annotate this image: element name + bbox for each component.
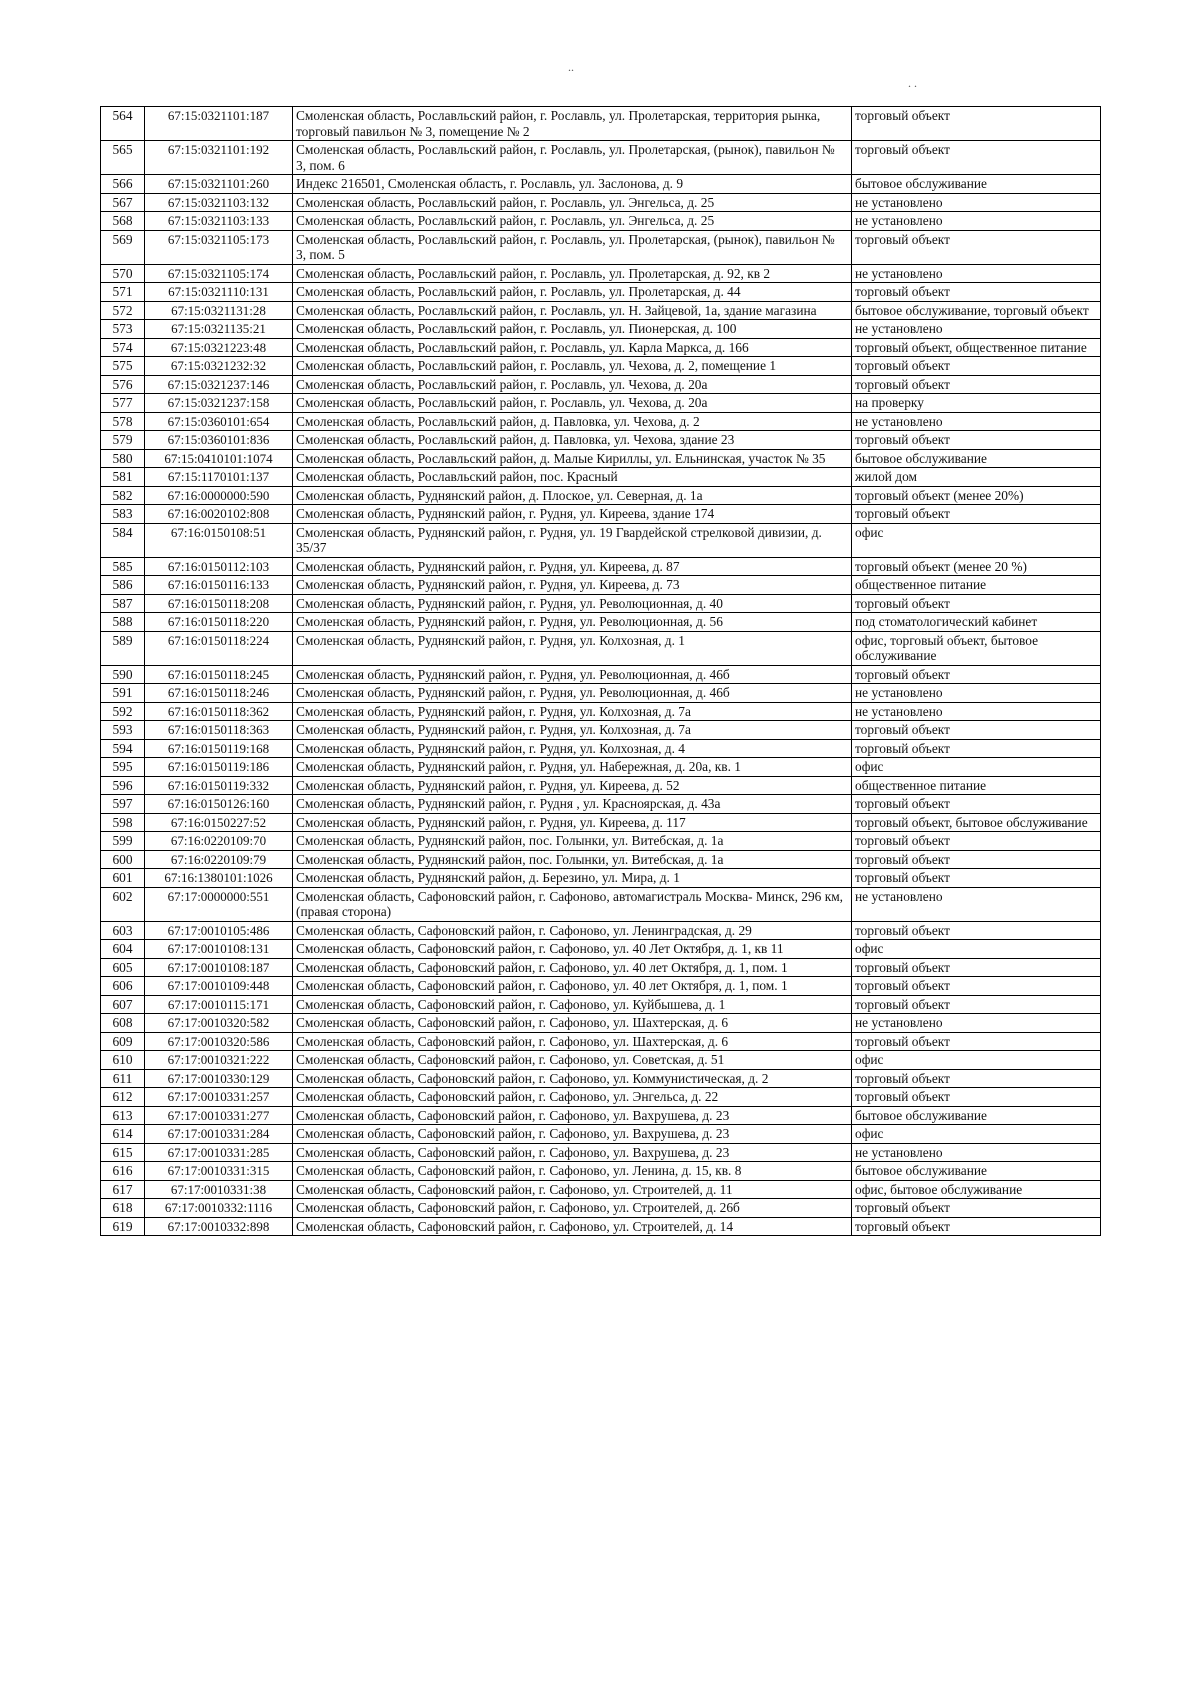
- row-number: 603: [101, 921, 145, 940]
- object-address: Смоленская область, Сафоновский район, г. Сафоново, ул. Строителей, д. 14: [293, 1217, 852, 1236]
- table-row: [101, 869, 1101, 888]
- object-use: общественное питание: [852, 776, 1101, 795]
- object-use: торговый объект: [852, 665, 1101, 684]
- cadastral-number: 67:16:0150119:332: [145, 776, 293, 795]
- object-address: Смоленская область, Сафоновский район, г. Сафоново, ул. Шахтерская, д. 6: [293, 1014, 852, 1033]
- object-address: Смоленская область, Сафоновский район, г. Сафоново, ул. Ленинградская, д. 29: [293, 921, 852, 940]
- registry-body: [101, 107, 1101, 1236]
- cadastral-number: 67:16:0150227:52: [145, 813, 293, 832]
- cadastral-number: 67:17:0010332:1116: [145, 1199, 293, 1218]
- object-use: бытовое обслуживание: [852, 1162, 1101, 1181]
- row-number: 588: [101, 613, 145, 632]
- cadastral-number: 67:16:0150118:245: [145, 665, 293, 684]
- table-row: [101, 394, 1101, 413]
- cadastral-number: 67:16:0220109:79: [145, 850, 293, 869]
- cadastral-number: 67:15:0321237:146: [145, 375, 293, 394]
- table-row: [101, 230, 1101, 264]
- row-number: 607: [101, 995, 145, 1014]
- object-use: офис, торговый объект, бытовое обслуживание: [852, 631, 1101, 665]
- object-use: торговый объект: [852, 832, 1101, 851]
- object-use: офис, бытовое обслуживание: [852, 1180, 1101, 1199]
- table-row: [101, 721, 1101, 740]
- object-use: офис: [852, 758, 1101, 777]
- object-address: Смоленская область, Рославльский район, г. Рославль, ул. Пролетарская, территория рынка, торговый павильон № 3, помещение № 2: [293, 107, 852, 141]
- cadastral-number: 67:15:0321223:48: [145, 338, 293, 357]
- row-number: 579: [101, 431, 145, 450]
- object-address: Смоленская область, Рославльский район, д. Малые Кириллы, ул. Ельнинская, участок № 35: [293, 449, 852, 468]
- cadastral-number: 67:15:0321110:131: [145, 283, 293, 302]
- object-use: торговый объект (менее 20%): [852, 486, 1101, 505]
- table-row: [101, 375, 1101, 394]
- object-use: не установлено: [852, 264, 1101, 283]
- table-row: [101, 576, 1101, 595]
- table-row: [101, 468, 1101, 487]
- object-use: торговый объект: [852, 850, 1101, 869]
- cadastral-number: 67:15:0321101:192: [145, 141, 293, 175]
- table-row: [101, 505, 1101, 524]
- cadastral-number: 67:17:0010331:284: [145, 1125, 293, 1144]
- object-use: торговый объект: [852, 594, 1101, 613]
- cadastral-number: 67:16:0150108:51: [145, 523, 293, 557]
- table-row: [101, 1051, 1101, 1070]
- table-row: [101, 958, 1101, 977]
- cadastral-number: 67:17:0010109:448: [145, 977, 293, 996]
- object-address: Смоленская область, Рославльский район, г. Рославль, ул. Н. Зайцевой, 1а, здание магазина: [293, 301, 852, 320]
- cadastral-number: 67:16:0020102:808: [145, 505, 293, 524]
- object-use: офис: [852, 940, 1101, 959]
- cadastral-number: 67:15:0360101:836: [145, 431, 293, 450]
- cadastral-number: 67:17:0010332:898: [145, 1217, 293, 1236]
- object-address: Смоленская область, Сафоновский район, г. Сафоново, ул. Вахрушева, д. 23: [293, 1143, 852, 1162]
- object-address: Смоленская область, Рославльский район, г. Рославль, ул. Пролетарская, д. 92, кв 2: [293, 264, 852, 283]
- object-address: Смоленская область, Сафоновский район, г. Сафоново, ул. 40 лет Октября, д. 1, пом. 1: [293, 958, 852, 977]
- table-row: [101, 264, 1101, 283]
- table-row: [101, 523, 1101, 557]
- object-use: торговый объект: [852, 739, 1101, 758]
- object-address: Смоленская область, Руднянский район, г. Рудня, ул. Революционная, д. 56: [293, 613, 852, 632]
- row-number: 599: [101, 832, 145, 851]
- table-row: [101, 795, 1101, 814]
- table-row: [101, 832, 1101, 851]
- row-number: 619: [101, 1217, 145, 1236]
- table-row: [101, 684, 1101, 703]
- object-use: не установлено: [852, 320, 1101, 339]
- table-row: [101, 758, 1101, 777]
- row-number: 570: [101, 264, 145, 283]
- object-address: Смоленская область, Сафоновский район, г. Сафоново, ул. 40 Лет Октября, д. 1, кв 11: [293, 940, 852, 959]
- cadastral-number: 67:17:0010331:315: [145, 1162, 293, 1181]
- row-number: 572: [101, 301, 145, 320]
- row-number: 586: [101, 576, 145, 595]
- object-use: торговый объект: [852, 869, 1101, 888]
- object-address: Смоленская область, Сафоновский район, г. Сафоново, ул. Коммунистическая, д. 2: [293, 1069, 852, 1088]
- cadastral-number: 67:17:0010320:582: [145, 1014, 293, 1033]
- table-row: [101, 1180, 1101, 1199]
- row-number: 577: [101, 394, 145, 413]
- table-row: [101, 776, 1101, 795]
- object-use: торговый объект: [852, 1088, 1101, 1107]
- object-address: Смоленская область, Рославльский район, пос. Красный: [293, 468, 852, 487]
- object-use: торговый объект: [852, 977, 1101, 996]
- row-number: 587: [101, 594, 145, 613]
- object-address: Смоленская область, Сафоновский район, г. Сафоново, автомагистраль Москва- Минск, 296 км, (правая сторона): [293, 887, 852, 921]
- cadastral-number: 67:16:0150118:246: [145, 684, 293, 703]
- object-use: не установлено: [852, 1014, 1101, 1033]
- object-address: Смоленская область, Руднянский район, г. Рудня, ул. Колхозная, д. 1: [293, 631, 852, 665]
- object-use: торговый объект: [852, 230, 1101, 264]
- row-number: 597: [101, 795, 145, 814]
- row-number: 615: [101, 1143, 145, 1162]
- cadastral-number: 67:17:0010330:129: [145, 1069, 293, 1088]
- object-use: торговый объект: [852, 958, 1101, 977]
- object-address: Смоленская область, Сафоновский район, г. Сафоново, ул. Куйбышева, д. 1: [293, 995, 852, 1014]
- object-address: Смоленская область, Рославльский район, г. Рославль, ул. Карла Маркса, д. 166: [293, 338, 852, 357]
- object-address: Смоленская область, Руднянский район, г. Рудня, ул. Киреева, д. 87: [293, 557, 852, 576]
- table-row: [101, 850, 1101, 869]
- object-address: Смоленская область, Рославльский район, г. Рославль, ул. Энгельса, д. 25: [293, 212, 852, 231]
- cadastral-number: 67:15:0321103:132: [145, 193, 293, 212]
- cadastral-number: 67:16:0150118:208: [145, 594, 293, 613]
- row-number: 584: [101, 523, 145, 557]
- object-use: торговый объект: [852, 1199, 1101, 1218]
- row-number: 618: [101, 1199, 145, 1218]
- row-number: 605: [101, 958, 145, 977]
- cadastral-number: 67:16:0150118:224: [145, 631, 293, 665]
- row-number: 585: [101, 557, 145, 576]
- object-use: офис: [852, 1051, 1101, 1070]
- object-address: Смоленская область, Сафоновский район, г. Сафоново, ул. Шахтерская, д. 6: [293, 1032, 852, 1051]
- object-use: не установлено: [852, 1143, 1101, 1162]
- object-use: торговый объект: [852, 141, 1101, 175]
- object-address: Смоленская область, Руднянский район, г. Рудня, ул. Революционная, д. 46б: [293, 665, 852, 684]
- cadastral-number: 67:17:0010108:131: [145, 940, 293, 959]
- object-address: Смоленская область, Рославльский район, г. Рославль, ул. Пионерская, д. 100: [293, 320, 852, 339]
- row-number: 568: [101, 212, 145, 231]
- row-number: 578: [101, 412, 145, 431]
- cadastral-number: 67:15:0321237:158: [145, 394, 293, 413]
- object-use: офис: [852, 1125, 1101, 1144]
- object-use: торговый объект: [852, 357, 1101, 376]
- object-address: Смоленская область, Рославльский район, г. Рославль, ул. Чехова, д. 20а: [293, 375, 852, 394]
- cadastral-number: 67:15:0321232:32: [145, 357, 293, 376]
- table-row: [101, 107, 1101, 141]
- object-use: торговый объект, бытовое обслуживание: [852, 813, 1101, 832]
- table-row: [101, 1162, 1101, 1181]
- table-row: [101, 431, 1101, 450]
- table-row: [101, 613, 1101, 632]
- object-address: Смоленская область, Руднянский район, г. Рудня, ул. Киреева, д. 73: [293, 576, 852, 595]
- row-number: 614: [101, 1125, 145, 1144]
- object-use: торговый объект: [852, 107, 1101, 141]
- object-address: Смоленская область, Руднянский район, г. Рудня, ул. Колхозная, д. 7а: [293, 721, 852, 740]
- row-number: 616: [101, 1162, 145, 1181]
- table-row: [101, 212, 1101, 231]
- object-address: Смоленская область, Руднянский район, г. Рудня , ул. Красноярская, д. 43а: [293, 795, 852, 814]
- row-number: 594: [101, 739, 145, 758]
- object-use: на проверку: [852, 394, 1101, 413]
- row-number: 592: [101, 702, 145, 721]
- cadastral-number: 67:16:0150116:133: [145, 576, 293, 595]
- object-use: бытовое обслуживание: [852, 1106, 1101, 1125]
- cadastral-number: 67:15:0321101:260: [145, 175, 293, 194]
- object-address: Смоленская область, Рославльский район, г. Рославль, ул. Пролетарская, д. 44: [293, 283, 852, 302]
- table-row: [101, 995, 1101, 1014]
- object-use: не установлено: [852, 702, 1101, 721]
- object-address: Смоленская область, Сафоновский район, г. Сафоново, ул. Вахрушева, д. 23: [293, 1125, 852, 1144]
- object-use: торговый объект: [852, 505, 1101, 524]
- object-address: Смоленская область, Руднянский район, г. Рудня, ул. 19 Гвардейской стрелковой дивизии, д. 35/37: [293, 523, 852, 557]
- cadastral-number: 67:17:0010320:586: [145, 1032, 293, 1051]
- cadastral-number: 67:16:0000000:590: [145, 486, 293, 505]
- row-number: 576: [101, 375, 145, 394]
- table-row: [101, 338, 1101, 357]
- object-use: торговый объект: [852, 721, 1101, 740]
- object-address: Смоленская область, Руднянский район, г. Рудня, ул. Колхозная, д. 4: [293, 739, 852, 758]
- table-row: [101, 1143, 1101, 1162]
- cadastral-number: 67:17:0010331:277: [145, 1106, 293, 1125]
- cadastral-number: 67:15:0321103:133: [145, 212, 293, 231]
- scan-mark-top: ..: [568, 60, 574, 74]
- row-number: 574: [101, 338, 145, 357]
- row-number: 606: [101, 977, 145, 996]
- table-row: [101, 486, 1101, 505]
- table-row: [101, 357, 1101, 376]
- row-number: 581: [101, 468, 145, 487]
- row-number: 617: [101, 1180, 145, 1199]
- cadastral-number: 67:17:0010115:171: [145, 995, 293, 1014]
- row-number: 569: [101, 230, 145, 264]
- row-number: 590: [101, 665, 145, 684]
- registry-table: [100, 106, 1101, 1236]
- cadastral-number: 67:16:0150118:220: [145, 613, 293, 632]
- row-number: 610: [101, 1051, 145, 1070]
- row-number: 602: [101, 887, 145, 921]
- object-address: Смоленская область, Сафоновский район, г. Сафоново, ул. Ленина, д. 15, кв. 8: [293, 1162, 852, 1181]
- object-address: Смоленская область, Руднянский район, д. Березино, ул. Мира, д. 1: [293, 869, 852, 888]
- object-address: Смоленская область, Руднянский район, г. Рудня, ул. Киреева, здание 174: [293, 505, 852, 524]
- cadastral-number: 67:15:0410101:1074: [145, 449, 293, 468]
- cadastral-number: 67:17:0000000:551: [145, 887, 293, 921]
- row-number: 613: [101, 1106, 145, 1125]
- table-row: [101, 739, 1101, 758]
- table-row: [101, 175, 1101, 194]
- cadastral-number: 67:17:0010331:38: [145, 1180, 293, 1199]
- object-address: Смоленская область, Руднянский район, г. Рудня, ул. Революционная, д. 40: [293, 594, 852, 613]
- table-row: [101, 1217, 1101, 1236]
- cadastral-number: 67:15:0321135:21: [145, 320, 293, 339]
- row-number: 580: [101, 449, 145, 468]
- row-number: 567: [101, 193, 145, 212]
- cadastral-number: 67:15:1170101:137: [145, 468, 293, 487]
- object-address: Смоленская область, Рославльский район, г. Рославль, ул. Энгельса, д. 25: [293, 193, 852, 212]
- cadastral-number: 67:17:0010108:187: [145, 958, 293, 977]
- row-number: 575: [101, 357, 145, 376]
- object-address: Смоленская область, Руднянский район, г. Рудня, ул. Набережная, д. 20а, кв. 1: [293, 758, 852, 777]
- table-row: [101, 1032, 1101, 1051]
- table-row: [101, 320, 1101, 339]
- object-use: под стоматологический кабинет: [852, 613, 1101, 632]
- object-address: Смоленская область, Сафоновский район, г. Сафоново, ул. Вахрушева, д. 23: [293, 1106, 852, 1125]
- row-number: 598: [101, 813, 145, 832]
- object-address: Смоленская область, Сафоновский район, г. Сафоново, ул. 40 лет Октября, д. 1, пом. 1: [293, 977, 852, 996]
- object-address: Смоленская область, Сафоновский район, г. Сафоново, ул. Энгельса, д. 22: [293, 1088, 852, 1107]
- object-use: бытовое обслуживание: [852, 175, 1101, 194]
- object-use: торговый объект: [852, 1069, 1101, 1088]
- cadastral-number: 67:15:0321105:173: [145, 230, 293, 264]
- cadastral-number: 67:17:0010331:285: [145, 1143, 293, 1162]
- row-number: 589: [101, 631, 145, 665]
- object-address: Смоленская область, Рославльский район, г. Рославль, ул. Чехова, д. 2, помещение 1: [293, 357, 852, 376]
- table-row: [101, 301, 1101, 320]
- cadastral-number: 67:15:0321101:187: [145, 107, 293, 141]
- object-use: торговый объект: [852, 995, 1101, 1014]
- object-use: торговый объект (менее 20 %): [852, 557, 1101, 576]
- row-number: 566: [101, 175, 145, 194]
- table-row: [101, 665, 1101, 684]
- table-row: [101, 813, 1101, 832]
- object-address: Смоленская область, Сафоновский район, г. Сафоново, ул. Строителей, д. 26б: [293, 1199, 852, 1218]
- object-use: бытовое обслуживание: [852, 449, 1101, 468]
- object-address: Смоленская область, Рославльский район, д. Павловка, ул. Чехова, здание 23: [293, 431, 852, 450]
- cadastral-number: 67:15:0321131:28: [145, 301, 293, 320]
- cadastral-number: 67:16:0150119:186: [145, 758, 293, 777]
- table-row: [101, 977, 1101, 996]
- row-number: 596: [101, 776, 145, 795]
- cadastral-number: 67:16:0150118:363: [145, 721, 293, 740]
- row-number: 612: [101, 1088, 145, 1107]
- object-use: торговый объект: [852, 283, 1101, 302]
- table-row: [101, 702, 1101, 721]
- object-address: Смоленская область, Руднянский район, г. Рудня, ул. Киреева, д. 52: [293, 776, 852, 795]
- row-number: 573: [101, 320, 145, 339]
- table-row: [101, 1106, 1101, 1125]
- table-row: [101, 631, 1101, 665]
- row-number: 571: [101, 283, 145, 302]
- table-row: [101, 557, 1101, 576]
- row-number: 604: [101, 940, 145, 959]
- cadastral-number: 67:17:0010331:257: [145, 1088, 293, 1107]
- object-address: Смоленская область, Руднянский район, пос. Голынки, ул. Витебская, д. 1а: [293, 850, 852, 869]
- object-use: жилой дом: [852, 468, 1101, 487]
- table-row: [101, 921, 1101, 940]
- object-address: Смоленская область, Рославльский район, г. Рославль, ул. Пролетарская, (рынок), павильон № 3, пом. 5: [293, 230, 852, 264]
- object-address: Смоленская область, Руднянский район, пос. Голынки, ул. Витебская, д. 1а: [293, 832, 852, 851]
- object-use: не установлено: [852, 212, 1101, 231]
- cadastral-number: 67:17:0010321:222: [145, 1051, 293, 1070]
- table-row: [101, 283, 1101, 302]
- object-use: торговый объект: [852, 921, 1101, 940]
- object-use: общественное питание: [852, 576, 1101, 595]
- cadastral-number: 67:16:0150118:362: [145, 702, 293, 721]
- object-address: Смоленская область, Руднянский район, г. Рудня, ул. Киреева, д. 117: [293, 813, 852, 832]
- object-use: не установлено: [852, 193, 1101, 212]
- object-address: Смоленская область, Рославльский район, г. Рославль, ул. Чехова, д. 20а: [293, 394, 852, 413]
- cadastral-number: 67:16:0150126:160: [145, 795, 293, 814]
- object-address: Смоленская область, Рославльский район, г. Рославль, ул. Пролетарская, (рынок), павильон № 3, пом. 6: [293, 141, 852, 175]
- table-row: [101, 193, 1101, 212]
- object-address: Смоленская область, Руднянский район, г. Рудня, ул. Революционная, д. 46б: [293, 684, 852, 703]
- object-use: бытовое обслуживание, торговый объект: [852, 301, 1101, 320]
- object-address: Смоленская область, Руднянский район, д. Плоское, ул. Северная, д. 1а: [293, 486, 852, 505]
- row-number: 565: [101, 141, 145, 175]
- table-row: [101, 940, 1101, 959]
- row-number: 593: [101, 721, 145, 740]
- row-number: 608: [101, 1014, 145, 1033]
- row-number: 600: [101, 850, 145, 869]
- cadastral-number: 67:17:0010105:486: [145, 921, 293, 940]
- table-row: [101, 594, 1101, 613]
- object-address: Смоленская область, Сафоновский район, г. Сафоново, ул. Строителей, д. 11: [293, 1180, 852, 1199]
- row-number: 583: [101, 505, 145, 524]
- object-address: Смоленская область, Сафоновский район, г. Сафоново, ул. Советская, д. 51: [293, 1051, 852, 1070]
- object-use: не установлено: [852, 887, 1101, 921]
- object-use: офис: [852, 523, 1101, 557]
- table-row: [101, 1014, 1101, 1033]
- row-number: 595: [101, 758, 145, 777]
- table-row: [101, 412, 1101, 431]
- row-number: 609: [101, 1032, 145, 1051]
- table-row: [101, 449, 1101, 468]
- object-address: Смоленская область, Рославльский район, д. Павловка, ул. Чехова, д. 2: [293, 412, 852, 431]
- cadastral-number: 67:15:0360101:654: [145, 412, 293, 431]
- table-row: [101, 1069, 1101, 1088]
- table-row: [101, 1125, 1101, 1144]
- object-address: Индекс 216501, Смоленская область, г. Рославль, ул. Заслонова, д. 9: [293, 175, 852, 194]
- table-row: [101, 1199, 1101, 1218]
- scan-mark-right: . .: [908, 76, 917, 90]
- row-number: 611: [101, 1069, 145, 1088]
- object-use: торговый объект, общественное питание: [852, 338, 1101, 357]
- table-row: [101, 141, 1101, 175]
- object-address: Смоленская область, Руднянский район, г. Рудня, ул. Колхозная, д. 7а: [293, 702, 852, 721]
- row-number: 591: [101, 684, 145, 703]
- row-number: 601: [101, 869, 145, 888]
- object-use: торговый объект: [852, 1217, 1101, 1236]
- cadastral-number: 67:15:0321105:174: [145, 264, 293, 283]
- cadastral-number: 67:16:1380101:1026: [145, 869, 293, 888]
- cadastral-number: 67:16:0150112:103: [145, 557, 293, 576]
- object-use: не установлено: [852, 412, 1101, 431]
- object-use: торговый объект: [852, 375, 1101, 394]
- object-use: торговый объект: [852, 431, 1101, 450]
- row-number: 564: [101, 107, 145, 141]
- object-use: торговый объект: [852, 795, 1101, 814]
- row-number: 582: [101, 486, 145, 505]
- cadastral-number: 67:16:0220109:70: [145, 832, 293, 851]
- object-use: торговый объект: [852, 1032, 1101, 1051]
- cadastral-number: 67:16:0150119:168: [145, 739, 293, 758]
- table-row: [101, 887, 1101, 921]
- object-use: не установлено: [852, 684, 1101, 703]
- table-row: [101, 1088, 1101, 1107]
